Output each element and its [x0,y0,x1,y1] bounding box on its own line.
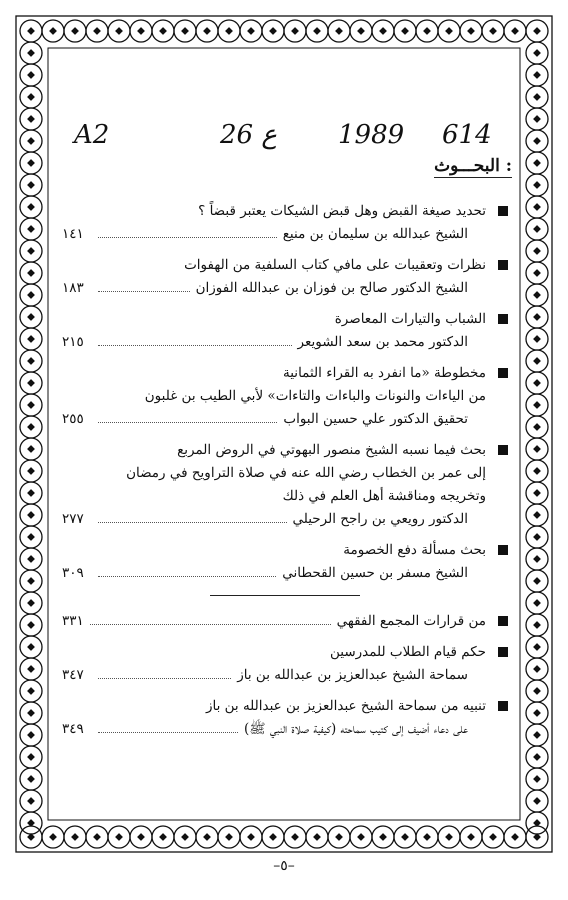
leader-dots [98,279,190,292]
leader-dots [98,510,287,523]
entry-author: الدكتور رويعي بن راجح الرحيلي [292,511,468,527]
leader-dots [98,720,238,733]
entry-author: تحقيق الدكتور علي حسين البواب [283,411,468,427]
bullet-square-icon [498,545,508,555]
other-list [62,610,508,741]
page-number: –٥– [273,858,295,874]
entry-page: ٣٣١ [62,613,84,629]
entry-title-text: حكم قيام الطلاب للمدرسين [329,644,486,660]
entry-title-continued: وتخريجه ومناقشة أهل العلم في ذلك [282,488,486,504]
entry-author-line [62,562,508,585]
handwritten-year: 1989 [338,120,405,150]
list-item [62,641,508,687]
entry-page: ٣٠٩ [62,565,84,581]
entry-author-line [62,223,508,246]
entry-title-continued: من الياءات والنونات والباءات والتاءات» لأبي الطيب بن غلبون [144,388,486,404]
entry-author: الشيخ مسفر بن حسين القحطاني [282,565,468,581]
bullet-square-icon [498,260,508,270]
leader-dots [98,564,276,577]
entry-title [62,439,508,462]
list-item [62,539,508,585]
leader-dots [98,666,231,679]
entry-author-line [62,277,508,300]
handwritten-annotations [70,118,500,158]
entry-title-text: تنبيه من سماحة الشيخ عبدالعزيز بن عبدالله بن باز [205,698,486,714]
section-title: البحـــوث : [434,156,512,176]
bullet-square-icon [498,701,508,711]
handwritten-code: 614 [442,120,492,150]
entry-page: ١٤١ [62,226,84,242]
entry-title [62,610,508,633]
bullet-square-icon [498,206,508,216]
table-of-contents [62,200,508,749]
list-item [62,254,508,300]
leader-dots [98,333,292,346]
leader-dots [90,612,331,625]
entry-title-text: الشباب والتيارات المعاصرة [334,311,486,327]
leader-dots [98,225,277,238]
list-item [62,362,508,431]
entry-author-line [62,664,508,687]
list-item [62,695,508,741]
divider [210,595,360,596]
handwritten-issue: 26 ع [220,120,277,150]
entry-title [62,254,508,277]
entry-title [62,200,508,223]
entry-page: ٣٤٧ [62,667,84,683]
entry-author: الشيخ الدكتور صالح بن فوزان بن عبدالله الفوزان [195,280,468,296]
bullet-square-icon [498,647,508,657]
leader-dots [98,410,277,423]
entry-title [62,308,508,331]
entry-author: الشيخ عبدالله بن سليمان بن منيع [282,226,468,242]
entry-title-text: مخطوطة «ما انفرد به القراء الثمانية [283,365,486,381]
entry-page: ٢٥٥ [62,411,84,427]
bullet-square-icon [498,616,508,626]
research-list [62,200,508,585]
entry-author: سماحة الشيخ عبدالعزيز بن عبدالله بن باز [237,667,468,683]
bullet-square-icon [498,314,508,324]
entry-author-line [62,408,508,431]
entry-title-text: من قرارات المجمع الفقهي [336,613,486,629]
entry-title-text: نظرات وتعقيبات على مافي كتاب السلفية من الهفوات [184,257,486,273]
entry-page: ١٨٣ [62,280,84,296]
entry-title [62,695,508,718]
entry-title-continued: إلى عمر بن الخطاب رضي الله عنه في صلاة التراويح في رمضان [126,465,486,481]
list-item [62,439,508,531]
list-item [62,308,508,354]
entry-title-text: بحث مسألة دفع الخصومة [343,542,486,558]
entry-author-line [62,331,508,354]
handwritten-ref: A2 [74,120,110,150]
entry-author: الدكتور محمد بن سعد الشويعر [297,334,468,350]
entry-title-text: تحديد صيغة القبض وهل قبض الشيكات يعتبر قبضاً ؟ [198,203,486,219]
entry-author-line [62,508,508,531]
entry-page: ٢٧٧ [62,511,84,527]
bullet-square-icon [498,445,508,455]
entry-page: ٢١٥ [62,334,84,350]
entry-title [62,539,508,562]
entry-author-line [62,718,508,741]
bullet-square-icon [498,368,508,378]
entry-title [62,641,508,664]
entry-title [62,362,508,385]
entry-page: ٣٤٩ [62,721,84,737]
list-item [62,200,508,246]
entry-author: على دعاء أضيف إلى كتيب سماحته (كيفية صلاة النبي ﷺ) [243,721,468,737]
entry-title-text: بحث فيما نسبه الشيخ منصور البهوتي في الروض المربع [177,442,486,458]
list-item [62,610,508,633]
